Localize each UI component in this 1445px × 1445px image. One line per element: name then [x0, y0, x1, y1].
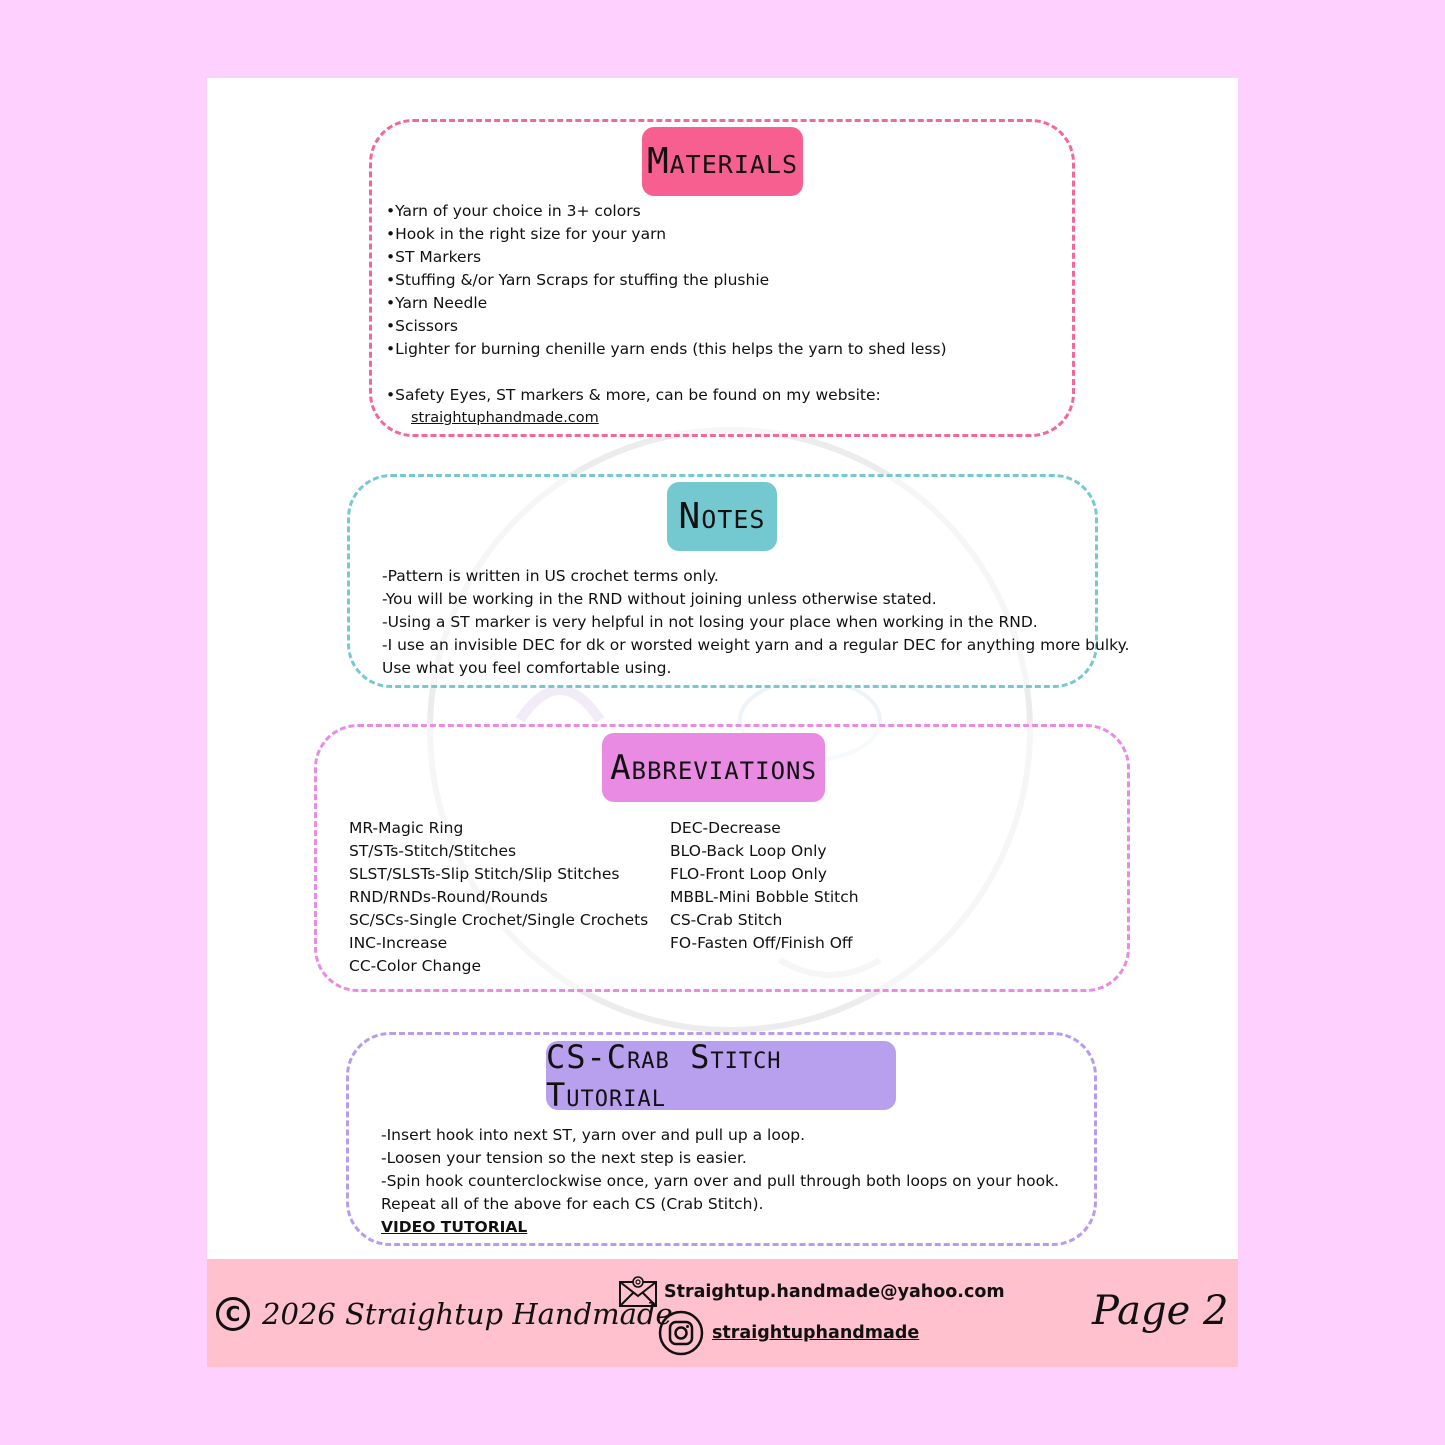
crab-stitch-title: CS-Crab Stitch Tutorial	[546, 1041, 896, 1110]
list-item: Repeat all of the above for each CS (Crab Stitch).	[381, 1195, 764, 1213]
list-item: FLO-Front Loop Only	[670, 865, 827, 883]
materials-title: Materials	[642, 127, 803, 196]
list-item: •Scissors	[386, 317, 458, 335]
list-item: •Lighter for burning chenille yarn ends (this helps the yarn to shed less)	[386, 340, 947, 358]
list-item: •Yarn of your choice in 3+ colors	[386, 202, 641, 220]
list-item: -I use an invisible DEC for dk or worsted weight yarn and a regular DEC for anything more bulky.	[382, 636, 1130, 654]
list-item: MBBL-Mini Bobble Stitch	[670, 888, 859, 906]
list-item: -Loosen your tension so the next step is easier.	[381, 1149, 747, 1167]
list-item: CS-Crab Stitch	[670, 911, 783, 929]
list-item: SC/SCs-Single Crochet/Single Crochets	[349, 911, 649, 929]
materials-list	[386, 200, 947, 407]
list-item: INC-Increase	[349, 934, 448, 952]
video-tutorial-link[interactable]: VIDEO TUTORIAL	[381, 1218, 528, 1236]
list-item: BLO-Back Loop Only	[670, 842, 827, 860]
notes-list	[382, 565, 1129, 680]
copyright-notice	[216, 1297, 673, 1331]
website-link[interactable]: straightuphandmade.com	[411, 410, 599, 426]
abbreviations-left-column	[349, 817, 648, 978]
list-item: RND/RNDs-Round/Rounds	[349, 888, 548, 906]
list-item: •Hook in the right size for your yarn	[386, 225, 667, 243]
notes-title: Notes	[667, 482, 777, 551]
list-item: ST/STs-Stitch/Stitches	[349, 842, 517, 860]
abbreviations-right-column	[670, 817, 859, 955]
list-item: -Insert hook into next ST, yarn over and pull up a loop.	[381, 1126, 806, 1144]
list-item: Use what you feel comfortable using.	[382, 659, 672, 677]
list-item: SLST/SLSTs-Slip Stitch/Slip Stitches	[349, 865, 620, 883]
page-number: Page 2	[1092, 1288, 1229, 1334]
instagram-contact[interactable]	[658, 1310, 919, 1356]
list-item: -You will be working in the RND without joining unless otherwise stated.	[382, 590, 937, 608]
copyright-icon: C	[216, 1297, 250, 1331]
list-item: •Stuffing &/or Yarn Scraps for stuffing the plushie	[386, 271, 770, 289]
list-item: -Using a ST marker is very helpful in not losing your place when working in the RND.	[382, 613, 1038, 631]
list-item: DEC-Decrease	[670, 819, 781, 837]
abbreviations-title: Abbreviations	[602, 733, 825, 802]
instagram-handle: straightuphandmade	[712, 1323, 920, 1343]
list-item: -Pattern is written in US crochet terms only.	[382, 567, 719, 585]
list-item: •ST Markers	[386, 248, 482, 266]
list-item: FO-Fasten Off/Finish Off	[670, 934, 853, 952]
list-item: •Safety Eyes, ST markers & more, can be found on my website:	[386, 386, 881, 404]
email-contact[interactable]	[618, 1276, 1005, 1308]
copyright-text: 2026 Straightup Handmade	[262, 1297, 673, 1331]
envelope-icon	[618, 1276, 658, 1308]
email-text: Straightup.handmade@yahoo.com	[664, 1282, 1005, 1302]
list-item: -Spin hook counterclockwise once, yarn over and pull through both loops on your hook.	[381, 1172, 1059, 1190]
list-spacer	[386, 361, 947, 384]
list-item: CC-Color Change	[349, 957, 481, 975]
list-item: •Yarn Needle	[386, 294, 488, 312]
instagram-icon	[658, 1310, 704, 1356]
list-item: MR-Magic Ring	[349, 819, 464, 837]
crab-stitch-steps	[381, 1124, 1059, 1239]
